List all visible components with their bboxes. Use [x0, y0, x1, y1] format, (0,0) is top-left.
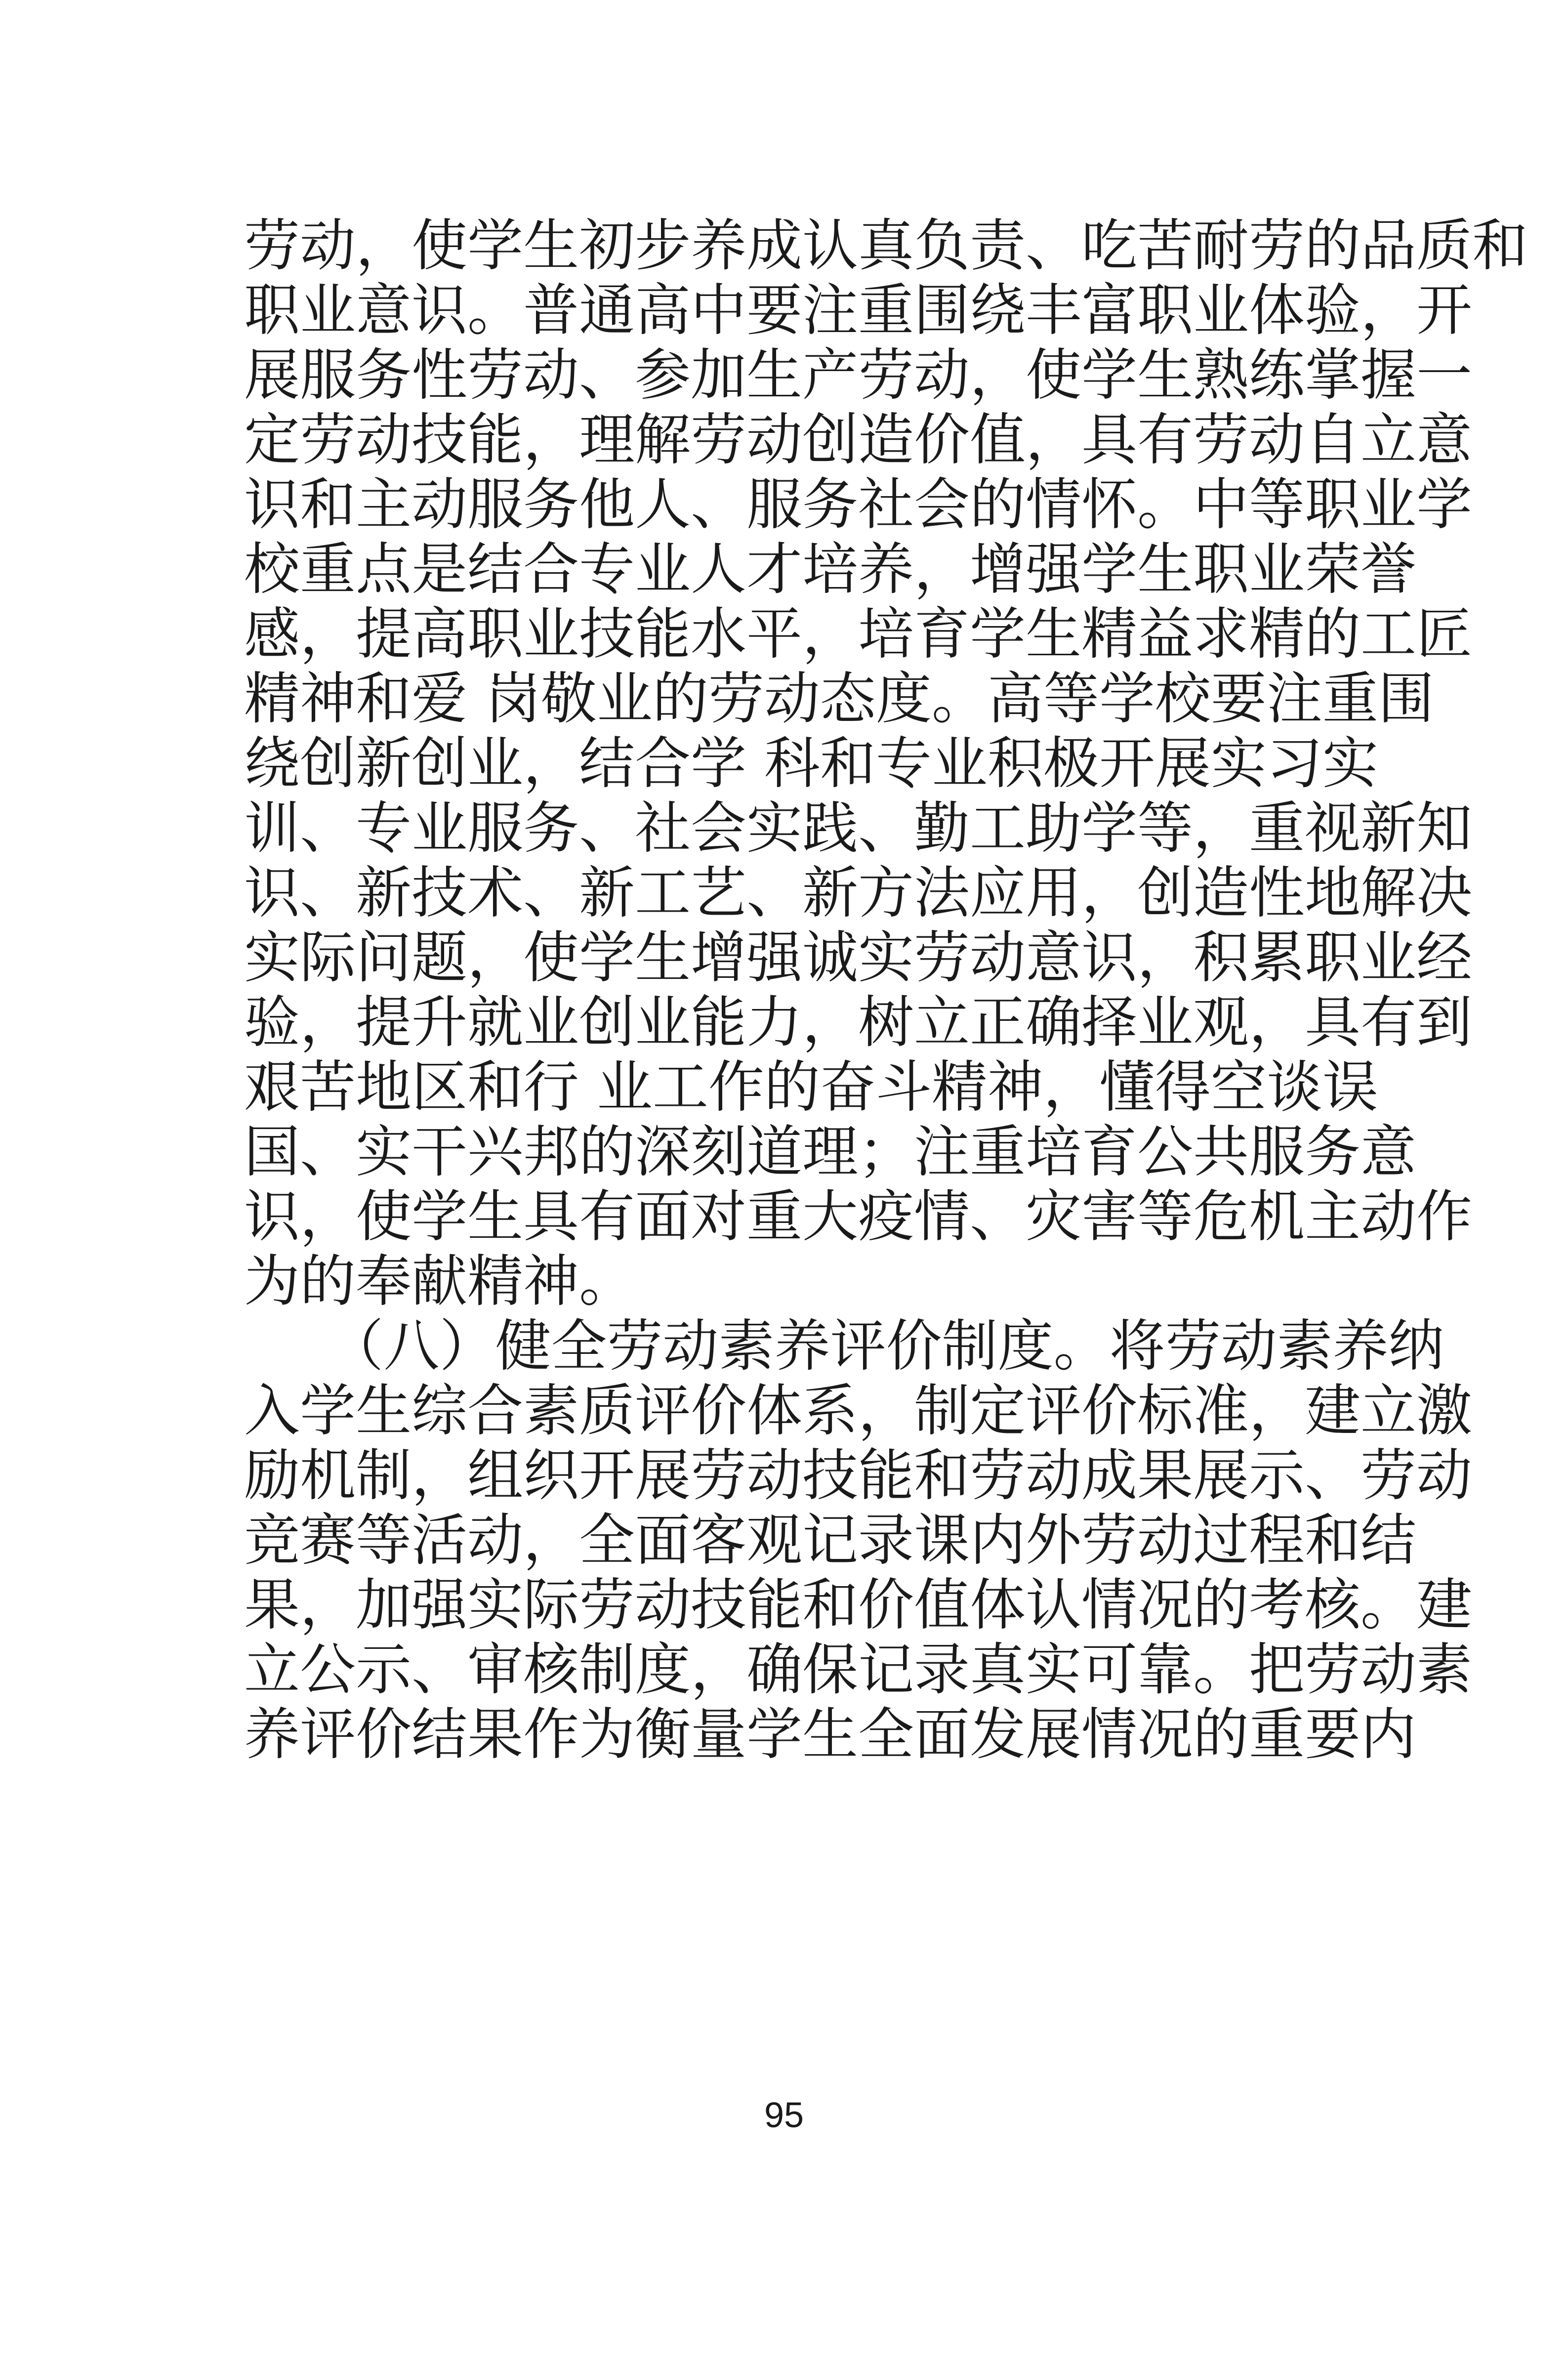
text-line: 验，提升就业创业能力，树立正确择业观，具有到 [244, 990, 1472, 1055]
text-line: 识和主动服务他人、服务社会的情怀。中等职业学 [244, 472, 1472, 537]
text-line: 实际问题，使学生增强诚实劳动意识，积累职业经 [244, 925, 1472, 990]
text-line: 入学生综合素质评价体系，制定评价标准，建立激 [244, 1378, 1472, 1443]
text-line: 竞赛等活动，全面客观记录课内外劳动过程和结 [244, 1508, 1416, 1573]
text-line: 绕创新创业，结合学 科和专业积极开展实习实 [244, 731, 1378, 796]
text-line: 识，使学生具有面对重大疫情、灾害等危机主动作 [244, 1184, 1472, 1249]
text-line: 艰苦地区和行 业工作的奋斗精神，懂得空谈误 [244, 1054, 1378, 1120]
text-line: 国、实干兴邦的深刻道理；注重培育公共服务意 [244, 1119, 1416, 1184]
text-line: 展服务性劳动、参加生产劳动，使学生熟练掌握一 [244, 342, 1472, 408]
text-line: 校重点是结合专业人才培养，增强学生职业荣誉 [244, 537, 1416, 602]
section-heading-line: （八）健全劳动素养评价制度。将劳动素养纳 [244, 1313, 1444, 1379]
text-line: 感，提高职业技能水平，培育学生精益求精的工匠 [244, 601, 1472, 667]
body-text [244, 213, 1528, 1767]
page-number: 95 [764, 2096, 804, 2135]
text-line: 励机制，组织开展劳动技能和劳动成果展示、劳动 [244, 1443, 1472, 1508]
text-line: 养评价结果作为衡量学生全面发展情况的重要内 [244, 1702, 1416, 1767]
text-line: 训、专业服务、社会实践、勤工助学等，重视新知 [244, 796, 1472, 861]
paragraph-end-line: 为的奉献精神。 [244, 1249, 635, 1314]
text-line: 职业意识。普通高中要注重围绕丰富职业体验，开 [244, 278, 1472, 343]
text-line: 立公示、审核制度，确保记录真实可靠。把劳动素 [244, 1637, 1472, 1702]
text-line: 定劳动技能，理解劳动创造价值，具有劳动自立意 [244, 407, 1472, 472]
text-line: 精神和爱 岗敬业的劳动态度。高等学校要注重围 [244, 666, 1434, 731]
text-line: 劳动，使学生初步养成认真负责、吃苦耐劳的品质和 [244, 213, 1528, 278]
text-line: 识、新技术、新工艺、新方法应用，创造性地解决 [244, 860, 1472, 925]
text-line: 果，加强实际劳动技能和价值体认情况的考核。建 [244, 1572, 1472, 1638]
